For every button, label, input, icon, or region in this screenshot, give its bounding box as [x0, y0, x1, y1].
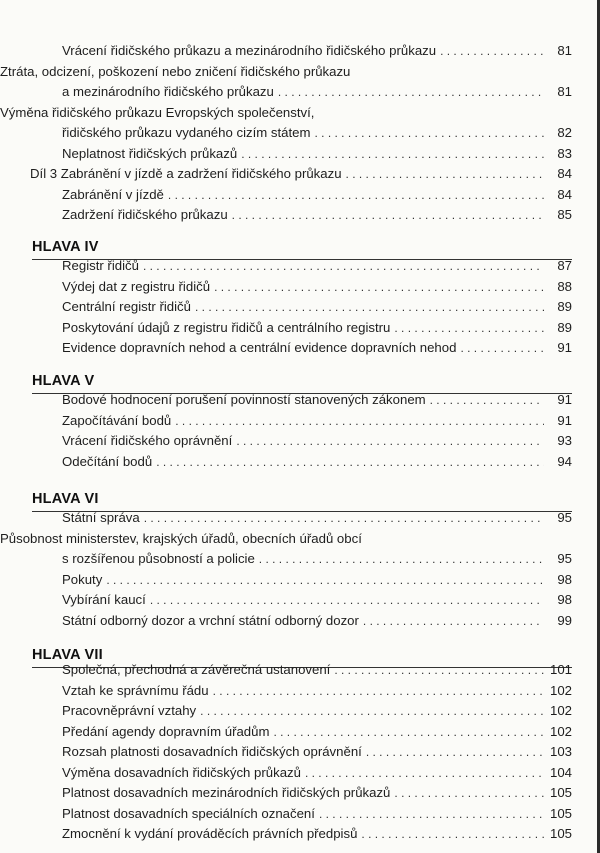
toc-entry[interactable] [62, 508, 572, 529]
toc-entry[interactable] [62, 144, 572, 165]
page-number: 102 [549, 682, 572, 698]
dot-leader [394, 318, 544, 339]
toc-entry-title: Vztah ke správnímu řádu [62, 682, 209, 698]
toc-entry[interactable] [62, 590, 572, 611]
page-number: 89 [557, 299, 572, 314]
page-number: 81 [557, 43, 572, 58]
toc-entry-title: Evidence dopravních nehod a centrální evidence dopravních nehod [62, 340, 457, 355]
page-number: 93 [557, 433, 572, 448]
toc-entry-title: Vybírání kaucí [62, 592, 146, 607]
toc-entry-title: Státní správa [62, 510, 140, 525]
toc-entry-title: Registr řidičů [62, 258, 139, 273]
dot-leader [144, 508, 544, 529]
dot-leader [259, 549, 544, 570]
dot-leader [195, 297, 544, 318]
toc-entry-title: Pracovněprávní vztahy [62, 703, 197, 718]
dot-leader [319, 804, 544, 825]
toc-entry[interactable] [62, 41, 572, 62]
toc-entry-title: Rozsah platnosti dosavadních řidičských oprávnění [62, 744, 362, 759]
dot-leader [460, 338, 544, 359]
toc-entry[interactable] [62, 185, 572, 206]
page-number: 98 [557, 571, 572, 587]
toc-entry-title: Pokuty [62, 571, 103, 587]
chapter-heading: HLAVA V [32, 373, 95, 389]
toc-entry-title: Výměna dosavadních řidičských průkazů [62, 764, 301, 780]
toc-entry[interactable] [62, 205, 572, 226]
toc-entry[interactable] [62, 783, 572, 804]
dot-leader [150, 590, 544, 611]
chapter-heading: HLAVA VII [32, 647, 103, 663]
toc-entry[interactable] [62, 804, 572, 825]
toc-entry[interactable] [62, 82, 572, 103]
page-number: 83 [557, 145, 572, 161]
page-number: 84 [557, 186, 572, 202]
toc-entry-title: řidičského průkazu vydaného cizím státem [62, 125, 311, 140]
toc-entry[interactable] [30, 164, 572, 185]
toc-entry-title: Společná, přechodná a závěrečná ustanovení [62, 662, 331, 677]
dot-leader [278, 82, 544, 103]
toc-entry-line: Působnost ministerstev, krajských úřadů, obecních úřadů obcí [0, 530, 362, 546]
dot-leader [366, 742, 544, 763]
toc-entry-title: Státní odborný dozor a vrchní státní odborný dozor [62, 612, 359, 628]
toc-entry-title: Díl 3 Zabránění v jízdě a zadržení řidičského průkazu [30, 166, 342, 181]
page-number: 105 [549, 785, 572, 800]
dot-leader [314, 123, 544, 144]
page-number: 95 [557, 510, 572, 525]
toc-entry[interactable] [62, 318, 572, 339]
toc-entry-line: Ztráta, odcizení, poškození nebo zničení řidičského průkazu [0, 63, 351, 79]
dot-leader [143, 256, 544, 277]
page-number: 103 [549, 744, 572, 759]
page-number: 91 [557, 392, 572, 407]
dot-leader [213, 681, 544, 702]
dot-leader [305, 763, 544, 784]
dot-leader [334, 660, 544, 681]
chapter-heading: HLAVA IV [32, 239, 99, 255]
toc-entry-title: Zmocnění k vydání prováděcích právních předpisů [62, 826, 358, 841]
toc-entry[interactable] [62, 611, 572, 632]
toc-entry-title: Centrální registr řidičů [62, 299, 191, 314]
toc-entry[interactable] [62, 549, 572, 570]
toc-entry-line: Výměna řidičského průkazu Evropských společenství, [0, 104, 315, 120]
toc-entry-title: s rozšířenou působností a policie [62, 551, 255, 566]
toc-entry[interactable] [62, 390, 572, 411]
toc-entry-title: Předání agendy dopravním úřadům [62, 723, 270, 739]
dot-leader [430, 390, 544, 411]
dot-leader [156, 452, 544, 473]
toc-entry-title: Zabránění v jízdě [62, 186, 164, 202]
page-number: 101 [549, 662, 572, 677]
toc-entry[interactable] [62, 277, 572, 298]
page-number: 88 [557, 278, 572, 294]
toc-entry-title: Výdej dat z registru řidičů [62, 278, 211, 294]
toc-entry-title: Bodové hodnocení porušení povinností stanovených zákonem [62, 392, 426, 407]
page-number: 104 [549, 764, 572, 780]
toc-entry[interactable] [62, 701, 572, 722]
dot-leader [232, 205, 544, 226]
toc-entry-title: Započítávání bodů [62, 412, 172, 428]
toc-entry[interactable] [62, 411, 572, 432]
page-number: 102 [549, 703, 572, 718]
dot-leader [440, 41, 544, 62]
toc-entry-title: Odečítání bodů [62, 453, 153, 469]
toc-entry[interactable] [62, 570, 572, 591]
dot-leader [175, 411, 544, 432]
page-number: 85 [557, 207, 572, 222]
page-number: 81 [557, 84, 572, 99]
toc-entry[interactable] [62, 256, 572, 277]
dot-leader [200, 701, 544, 722]
toc-entry[interactable] [62, 123, 572, 144]
toc-entry[interactable] [62, 431, 572, 452]
page-number: 84 [557, 166, 572, 181]
page-number: 98 [557, 592, 572, 607]
chapter-heading: HLAVA VI [32, 491, 99, 507]
toc-entry-title: Vrácení řidičského průkazu a mezinárodního řidičského průkazu [62, 43, 437, 58]
dot-leader [346, 164, 544, 185]
page-number: 102 [549, 723, 572, 739]
dot-leader [394, 783, 544, 804]
page-number: 105 [549, 805, 572, 821]
page-number: 82 [557, 125, 572, 140]
dot-leader [168, 185, 544, 206]
dot-leader [106, 570, 544, 591]
dot-leader [273, 722, 544, 743]
dot-leader [361, 824, 544, 845]
page-number: 95 [557, 551, 572, 566]
page-number: 91 [557, 340, 572, 355]
toc-entry-title: Platnost dosavadních speciálních označení [62, 805, 315, 821]
dot-leader [363, 611, 544, 632]
toc-entry-title: Poskytování údajů z registru řidičů a centrálního registru [62, 319, 391, 335]
toc-entry[interactable] [62, 681, 572, 702]
page-number: 105 [549, 826, 572, 841]
dot-leader [214, 277, 544, 298]
toc-entry[interactable] [62, 763, 572, 784]
page-number: 91 [557, 412, 572, 428]
page-number: 94 [557, 453, 572, 469]
toc-entry-title: Zadržení řidičského průkazu [62, 207, 228, 222]
toc-entry-title: Vrácení řidičského oprávnění [62, 433, 233, 448]
toc-entry[interactable] [62, 660, 572, 681]
toc-entry[interactable] [62, 338, 572, 359]
dot-leader [236, 431, 544, 452]
toc-entry-title: a mezinárodního řidičského průkazu [62, 84, 274, 99]
toc-entry-title: Platnost dosavadních mezinárodních řidičských průkazů [62, 785, 391, 800]
page-number: 87 [557, 258, 572, 273]
page-number: 89 [557, 319, 572, 335]
toc-entry[interactable] [62, 297, 572, 318]
toc-entry[interactable] [62, 722, 572, 743]
toc-entry[interactable] [62, 824, 572, 845]
toc-entry[interactable] [62, 452, 572, 473]
toc-entry-title: Neplatnost řidičských průkazů [62, 145, 238, 161]
dot-leader [241, 144, 544, 165]
toc-entry[interactable] [62, 742, 572, 763]
page-number: 99 [557, 612, 572, 628]
